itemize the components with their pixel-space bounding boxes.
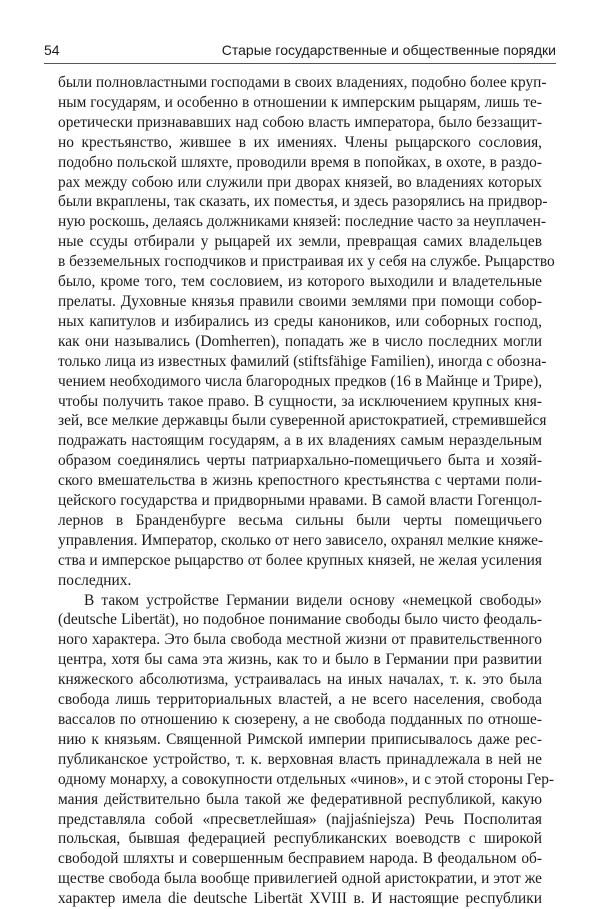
text-line: зей, все мелкие державцы были суверенной аристократией, стремившейся	[58, 412, 547, 430]
text-line: нию к князьям. Священной Римской империи приписывалось даже рес-	[58, 730, 542, 748]
text-line: публиканское устройство, т. к. верховная власть принадлежала в ней не	[58, 750, 542, 768]
body-text	[58, 73, 555, 909]
text-line: управления. Император, сколько от него зависело, охранял мелкие княже-	[58, 531, 544, 549]
text-line: как они назывались (Domherren), попадать же в число последних могли	[58, 332, 542, 350]
text-line: подобно польской шляхте, проводили время в попойках, в охоте, в раздо-	[58, 153, 542, 171]
text-line: но крестьянство, жившее в их имениях. Члены рыцарского сословия,	[58, 133, 542, 151]
text-line: характер имела die deutsche Libertät XVIII в. И настоящие республики	[58, 890, 542, 908]
text-line: представляла собой «пресветлейшая» (najjaśniejsza) Речь Посполитая	[58, 810, 542, 828]
text-line: ства и имперское рыцарство от более крупных князей, не желая усиления	[58, 551, 542, 569]
text-line: мания действительно была такой же федеративной республикой, какую	[58, 790, 542, 808]
page-number: 54	[44, 42, 60, 58]
text-line: ществе свобода была вообще привилегией одной аристократии, и этот же	[58, 870, 542, 888]
text-line: было, кроме того, тем сословием, из которого выходили и владетельные	[58, 273, 542, 291]
text-line: последних.	[58, 571, 132, 589]
text-line: чением необходимого числа благородных предков (16 в Майнце и Трире),	[58, 372, 543, 390]
text-line: цейского государства и придворными нравами. В самой власти Гогенцол-	[58, 492, 542, 510]
text-line: только лица из известных фамилий (stiftsfähige Familien), иногда с обозна-	[58, 352, 547, 370]
paragraph	[58, 591, 555, 909]
text-line: свободой шляхты и совершенным бесправием народа. В феодальном об-	[58, 850, 542, 868]
running-title: Старые государственные и общественные порядки	[221, 42, 556, 58]
text-line: чтобы получить такое право. В сущности, за исключением крупных кня-	[58, 392, 542, 410]
text-line: княжеского абсолютизма, устраивалась на иных началах, т. к. это была	[58, 671, 542, 689]
paragraph	[58, 73, 555, 591]
text-line: подражать настоящим государям, а в их владениях самым нераздельным	[58, 432, 542, 450]
text-line: рах между собою или служили при дворах князей, во владениях которых	[58, 173, 542, 191]
text-line: были вкраплены, так сказать, их поместья, и здесь разорялись на придвор-	[58, 193, 548, 211]
text-line: лернов в Бранденбурге весьма сильны были черты помещичьего	[58, 511, 542, 529]
text-line: ную роскошь, делаясь должниками князей: последние часто за неуплачен-	[58, 213, 546, 231]
text-line: ского вмешательства в жизнь крепостного крестьянства с чертами поли-	[58, 472, 542, 490]
text-line: вассалов по отношению к сюзерену, а не свобода подданных по отноше-	[58, 711, 542, 728]
text-line: в безземельных господчиков и пристраивая их у себя на службе. Рыцарство	[58, 253, 555, 271]
text-line: центра, хотя бы сама эта жизнь, как то и было в Германии при развитии	[58, 651, 542, 669]
text-line: свобода лишь территориальных властей, а не всего населения, свобода	[58, 691, 542, 709]
text-line: были полновластными господами в своих владениях, подобно более круп-	[58, 74, 547, 91]
text-line: ного характера. Это была свобода местной жизни от правительственного	[58, 631, 542, 649]
header-rule	[44, 63, 556, 64]
text-line: ных капитулов и избирались из среды каноников, или соборных господ,	[58, 312, 542, 330]
text-line: (deutsche Libertät), но подобное понимание свободы было чисто феодаль-	[58, 611, 542, 629]
text-line: образом соединялись черты патриархально-помещичьего быта и хозяй-	[58, 452, 542, 470]
text-line: ные ссуды отбирали у рыцарей их земли, превращая самих владельцев	[58, 233, 542, 251]
text-line: одному монарху, а совокупности отдельных «чинов», и с этой стороны Гер-	[58, 770, 555, 788]
text-line: прелаты. Духовные князья правили своими землями при помощи собор-	[58, 292, 542, 310]
text-line: оретически признававших над собою власть императора, было беззащит-	[58, 113, 542, 131]
text-line: польская, бывшая федерацией республиканских воеводств с широкой	[58, 830, 542, 848]
text-line: В таком устройстве Германии видели основу «немецкой свободы»	[84, 591, 542, 609]
text-line: ным государям, и особенно в отношении к имперским рыцарям, лишь те-	[58, 93, 542, 111]
